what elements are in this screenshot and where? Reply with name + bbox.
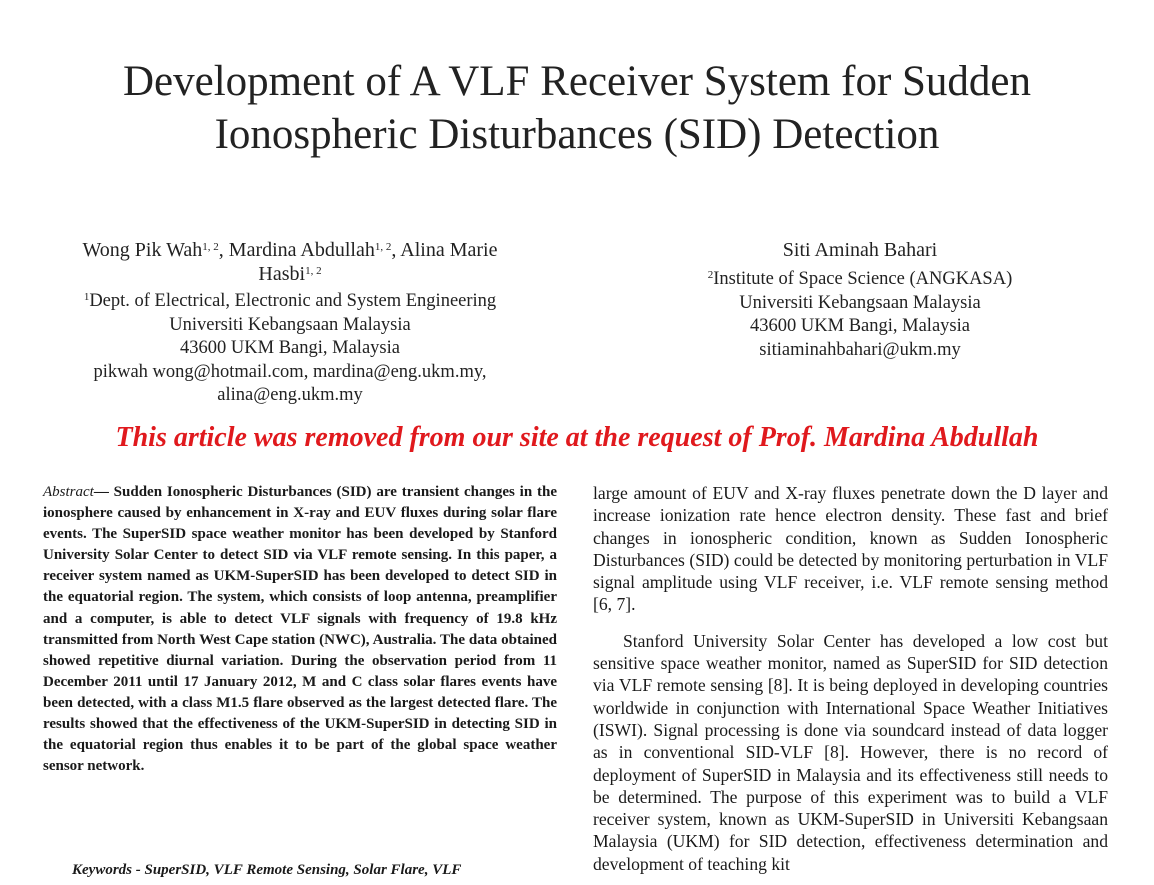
affiliation-superscript: 1, 2 xyxy=(374,241,392,253)
affiliation-superscript: 1 xyxy=(83,291,90,303)
title-line-1: Development of A VLF Receiver System for Sudden xyxy=(122,58,1032,105)
abstract-paragraph xyxy=(43,482,557,777)
author-names-line-2 xyxy=(45,262,535,286)
author-emails-line-1: pikwah wong@hotmail.com, mardina@eng.ukm.my, xyxy=(93,361,487,382)
author-emails-line-2: alina@eng.ukm.my xyxy=(217,385,363,405)
right-column-body xyxy=(593,482,1108,875)
author-names-line-1 xyxy=(45,238,535,262)
affiliation-address: 43600 UKM Bangi, Malaysia xyxy=(750,316,970,336)
author-email: sitiaminahbahari@ukm.my xyxy=(759,339,961,360)
affiliation-superscript: 1, 2 xyxy=(202,241,219,253)
affiliation-university: Universiti Kebangsaan Malaysia xyxy=(739,292,981,313)
abstract xyxy=(43,482,557,777)
body-paragraph-2: Stanford University Solar Center has developed a low cost but sensitive space weather monitor, named as SuperSID for SID detection via VLF remote sensing [8]. It is being deployed in developing countries worldwide in conjunction with International Space Weather Initiatives (ISWI). Signal processing is done via soundcard instead of data logger as in conventional SID-VLF [8]. However, there is no record of deployment of SuperSID in Malaysia and its effectiveness still needs to be determined. The purpose of this experiment was to build a VLF receiver system, known as UKM-SuperSID in Universiti Kebangsaan Malaysia (UKM) for SID detection, effectiveness determination and development of teaching kit xyxy=(593,630,1108,874)
author-name: , Mardina Abdullah xyxy=(218,239,375,261)
author-name: Siti Aminah Bahari xyxy=(782,239,938,261)
removal-notice: This article was removed from our site at the request of Prof. Mardina Abdullah xyxy=(115,422,1039,453)
body-paragraph-1: large amount of EUV and X-ray fluxes penetrate down the D layer and increase ionization rate hence electron density. These fast and brief changes in ionospheric condition, known as Sudden Ionospheric Disturbances (SID) could be detected by monitoring perturbation in VLF signal amplitude using VLF receiver, i.e. VLF remote sensing method [6, 7]. xyxy=(593,483,1108,615)
keywords: Keywords - SuperSID, VLF Remote Sensing, Solar Flare, VLF xyxy=(72,862,462,878)
affiliation-superscript: 1, 2 xyxy=(305,265,322,277)
affiliation-department: $^1$Dept. of Electrical, Electronic and System Engineering xyxy=(83,291,497,311)
abstract-text: — Sudden Ionospheric Disturbances (SID) are transient changes in the ionosphere caused by enhancement in X-ray and EUV fluxes during solar flare events. The SuperSID space weather monitor has been developed by Stanford University Solar Center to detect SID via VLF remote sensing. In this paper, a receiver system named as UKM-SuperSID has been developed to detect SID in the equatorial region. The system, which consists of loop antenna, preamplifier and a computer, is able to detect VLF signals with frequency of 19.8 kHz transmitted from North West Cape station (NWC), Australia. The data obtained showed repetitive diurnal variation. During the observation period from 11 December 2011 until 17 January 2012, M and C class solar flares events have been detected, with a class M1.5 flare observed as the largest detected flare. The results showed that the effectiveness of the UKM-SuperSID in detecting SID in the equatorial region thus enables it to be part of the global space weather sensor network. xyxy=(43,484,557,775)
affiliation-address: 43600 UKM Bangi, Malaysia xyxy=(180,338,400,358)
author-name: Wong Pik Wah xyxy=(82,239,203,261)
affiliation-superscript: 2 xyxy=(707,269,714,281)
title-line-2: Ionospheric Disturbances (SID) Detection xyxy=(214,111,940,158)
affiliation-university: Universiti Kebangsaan Malaysia xyxy=(169,314,411,335)
paper-title xyxy=(0,55,1154,161)
author-name: , Alina Marie xyxy=(391,239,498,261)
author-block-right xyxy=(655,238,1065,362)
affiliation-institute: $^2$Institute of Space Science (ANGKASA) xyxy=(707,269,1013,289)
author-block-left xyxy=(45,238,535,408)
author-name: Hasbi xyxy=(258,263,306,285)
abstract-label: Abstract xyxy=(43,484,94,500)
